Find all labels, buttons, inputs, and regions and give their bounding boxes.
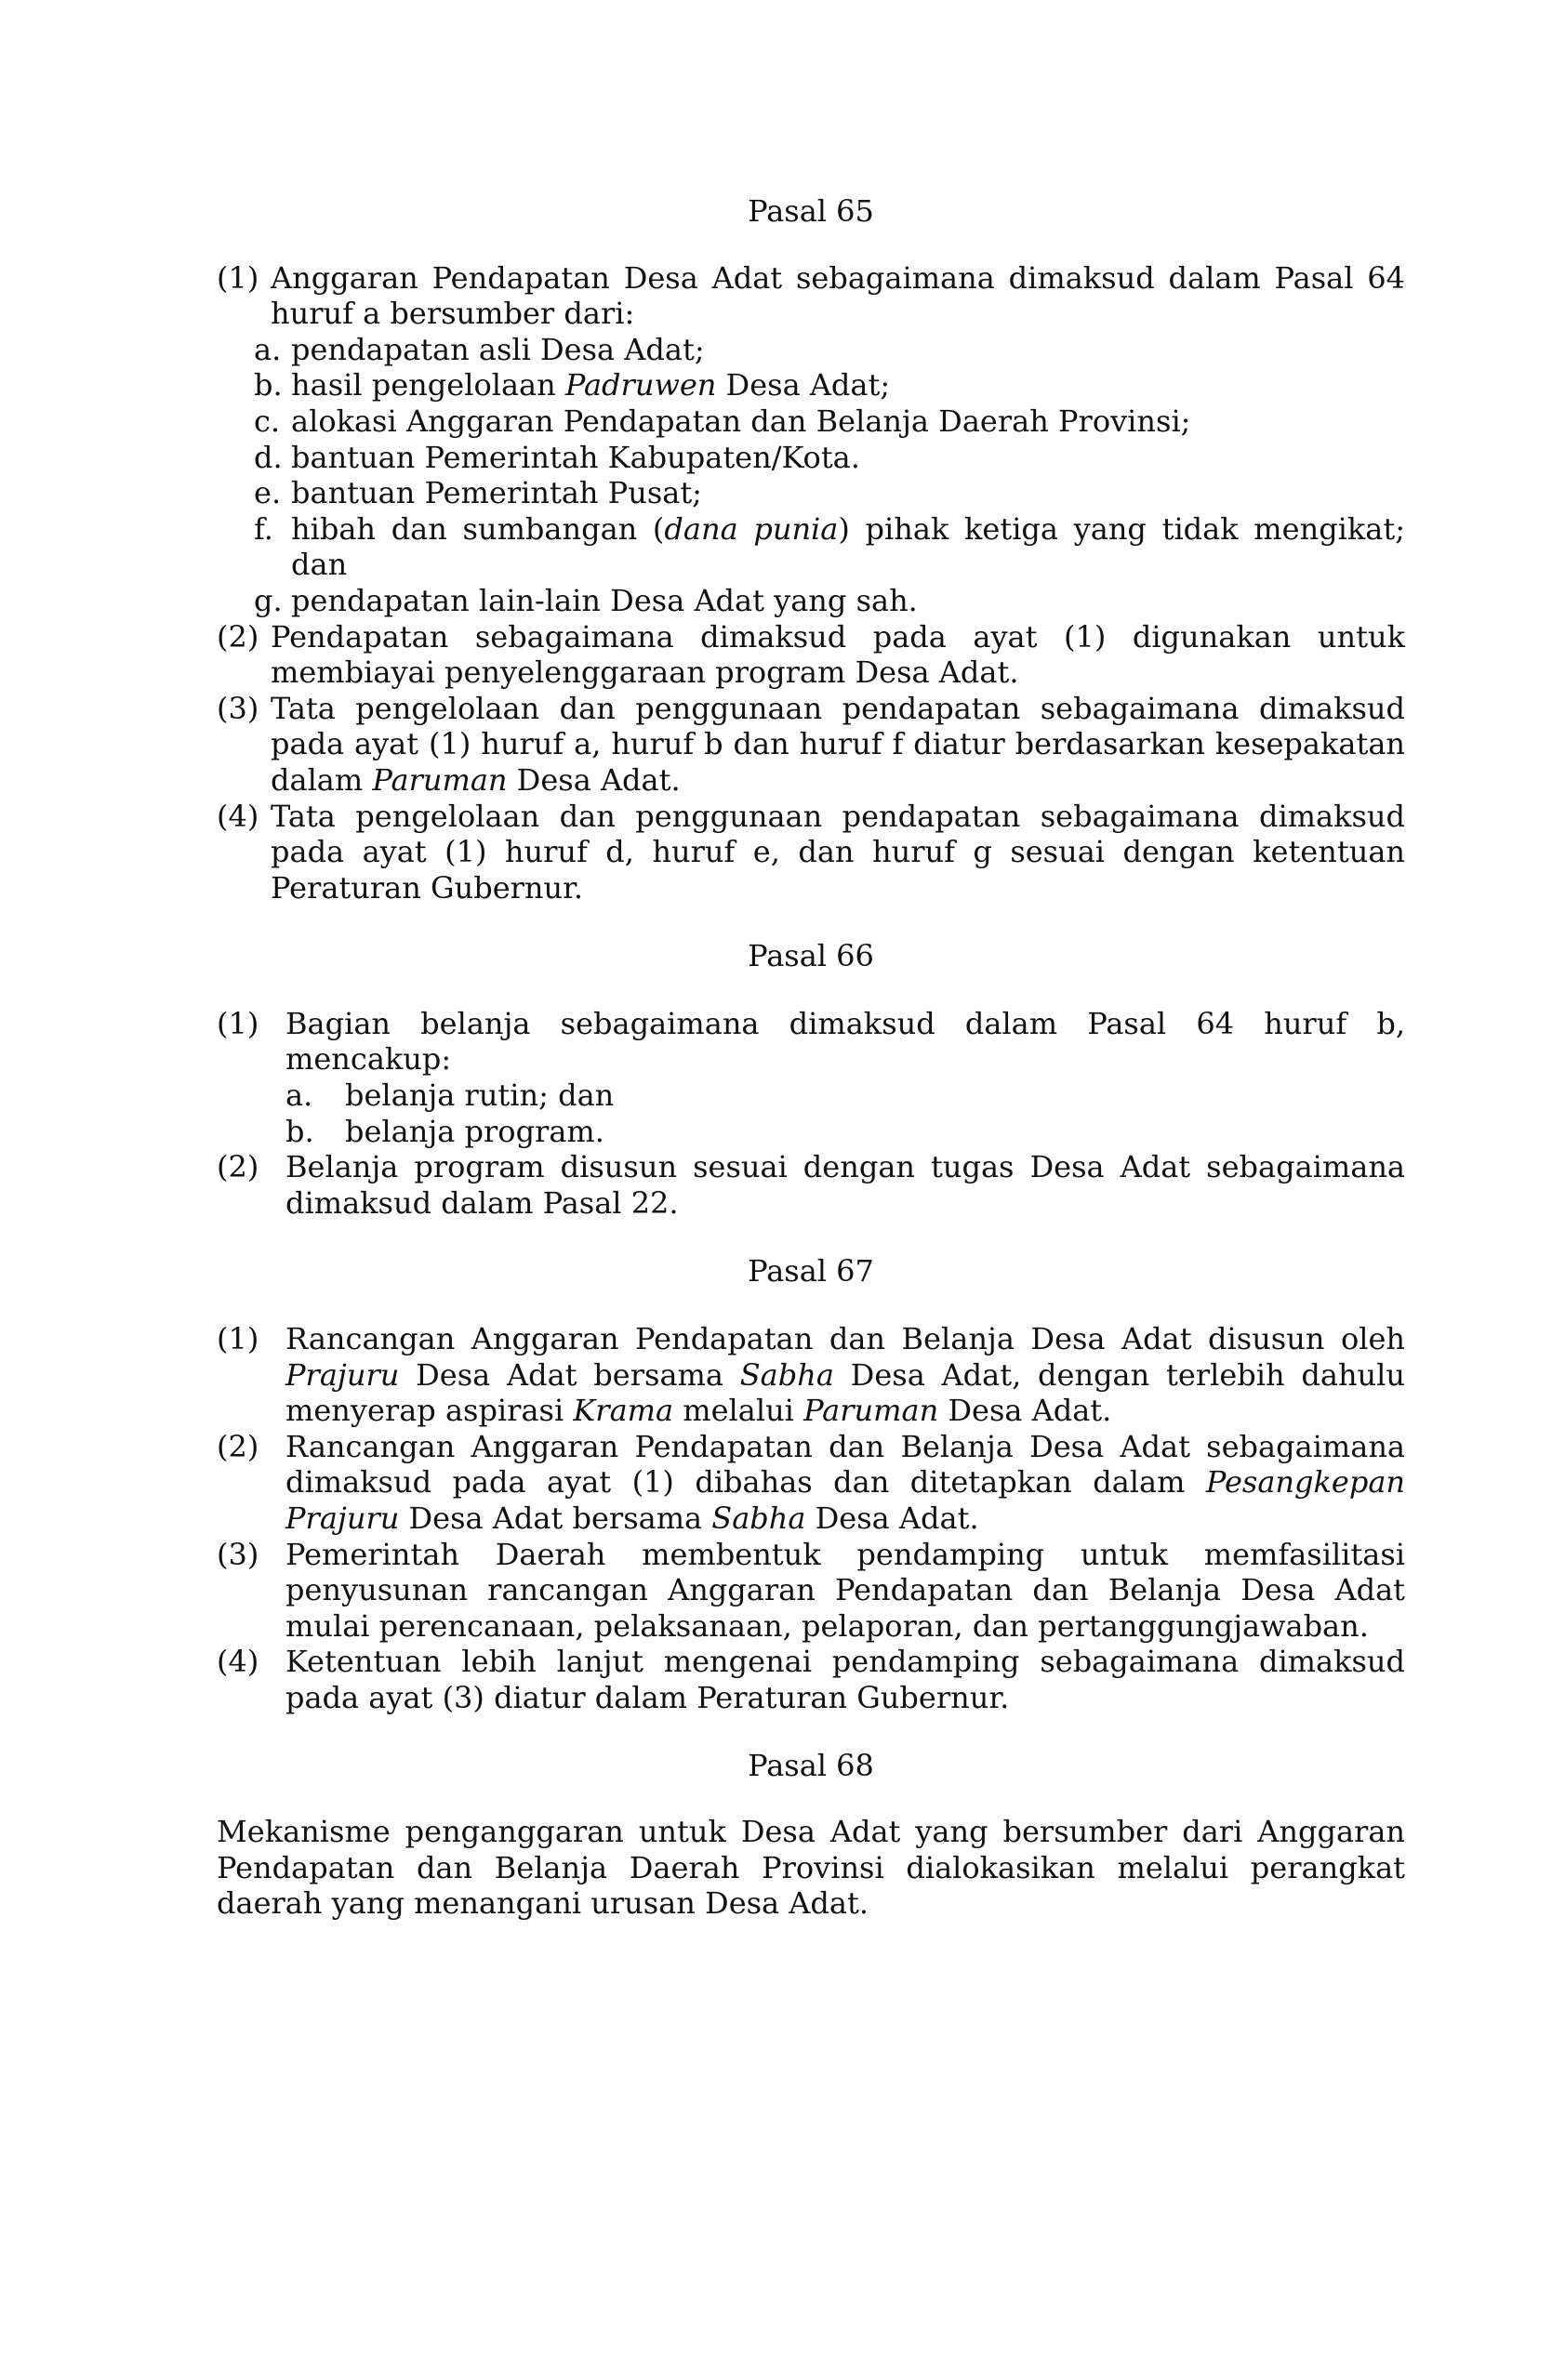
ayat-number: (3) bbox=[217, 1536, 259, 1572]
ayat-text: Belanja program disusun sesuai dengan tugas Desa Adat sebagaimana dimaksud dalam Pasal 22. bbox=[285, 1149, 1405, 1221]
list-item bbox=[217, 332, 1405, 368]
item-text: alokasi Anggaran Pendapatan dan Belanja Daerah Provinsi; bbox=[291, 403, 1191, 439]
document-page bbox=[217, 193, 1405, 1922]
item-letter: e. bbox=[254, 475, 282, 511]
italic-term: Sabha bbox=[711, 1501, 806, 1536]
ayat-text: Rancangan Anggaran Pendapatan dan Belanja Desa Adat sebagaimana dimaksud pada ayat (1) dibahas dan ditetapkan dalam bbox=[285, 1428, 1405, 1501]
item-text: ) pihak ketiga yang tidak mengikat; dan bbox=[291, 510, 1406, 583]
ayat-text: Ketentuan lebih lanjut mengenai pendamping sebagaimana dimaksud pada ayat (3) diatur dalam Peraturan Gubernur. bbox=[285, 1644, 1405, 1715]
italic-term: Pesangkepan Prajuru bbox=[285, 1464, 1405, 1536]
italic-term: Sabha bbox=[739, 1356, 834, 1393]
pasal-65-ayat-4 bbox=[217, 799, 1405, 906]
list-item bbox=[285, 1114, 1405, 1150]
ayat-text: Desa Adat. bbox=[938, 1393, 1112, 1429]
item-text: Desa Adat; bbox=[716, 367, 891, 403]
item-text: pendapatan asli Desa Adat; bbox=[291, 331, 705, 367]
pasal-67-heading: Pasal 67 bbox=[748, 1253, 874, 1289]
list-item bbox=[217, 583, 1405, 619]
ayat-number: (4) bbox=[217, 798, 259, 834]
ayat-text: Tata pengelolaan dan penggunaan pendapatan sebagaimana dimaksud pada ayat (1) huruf d, huruf e, dan huruf g sesuai dengan ketentuan Peraturan Gubernur. bbox=[271, 798, 1405, 906]
pasal-65-section bbox=[217, 260, 1405, 906]
ayat-text: Desa Adat bersama bbox=[399, 1501, 712, 1536]
list-item bbox=[217, 511, 1405, 583]
item-text: hasil pengelolaan bbox=[291, 367, 565, 403]
ayat-text: Pemerintah Daerah membentuk pendamping untuk memfasilitasi penyusunan rancangan Anggaran Pendapatan dan Belanja Desa Adat mulai perencanaan, pelaksanaan, pelaporan, dan pertanggungjawaban. bbox=[285, 1536, 1405, 1644]
item-letter: a. bbox=[254, 331, 282, 367]
italic-term: Prajuru bbox=[285, 1356, 400, 1393]
item-letter: b. bbox=[254, 367, 283, 403]
ayat-number: (2) bbox=[217, 1428, 259, 1464]
pasal-66-ayat-2 bbox=[217, 1149, 1405, 1221]
list-item bbox=[217, 440, 1405, 476]
ayat-text: melalui bbox=[673, 1393, 804, 1429]
ayat-text: Tata pengelolaan dan penggunaan pendapatan sebagaimana dimaksud pada ayat (1) huruf a, huruf b dan huruf f diatur berdasarkan kesepakatan dalam bbox=[271, 690, 1405, 798]
item-letter: a. bbox=[285, 1078, 313, 1114]
ayat-text: Rancangan Anggaran Pendapatan dan Belanja Desa Adat disusun oleh bbox=[285, 1321, 1405, 1357]
pasal-67-ayat-2 bbox=[217, 1429, 1405, 1537]
pasal-66-section bbox=[217, 1006, 1405, 1222]
pasal-66-ayat-1 bbox=[217, 1006, 1405, 1149]
item-letter: d. bbox=[254, 439, 283, 475]
ayat-text: Desa Adat. bbox=[507, 761, 681, 798]
pasal-65-heading: Pasal 65 bbox=[748, 193, 874, 229]
pasal-65-ayat-1 bbox=[217, 260, 1405, 332]
ayat-number: (1) bbox=[217, 1321, 259, 1357]
ayat-text: Desa Adat bersama bbox=[399, 1356, 740, 1393]
list-item bbox=[217, 403, 1405, 440]
ayat-text: Anggaran Pendapatan Desa Adat sebagaimana dimaksud dalam Pasal 64 huruf a bersumber dari: bbox=[271, 259, 1405, 332]
pasal-68-paragraph: Mekanisme penganggaran untuk Desa Adat yang bersumber dari Anggaran Pendapatan dan Belanja Daerah Provinsi dialokasikan melalui perangkat daerah yang menangani urusan Desa Adat. bbox=[217, 1814, 1405, 1922]
pasal-67-ayat-4 bbox=[217, 1644, 1405, 1715]
item-text: bantuan Pemerintah Pusat; bbox=[291, 475, 702, 511]
pasal-67-section bbox=[217, 1321, 1405, 1716]
pasal-65-ayat-2 bbox=[217, 619, 1405, 691]
italic-term: dana punia bbox=[664, 510, 839, 547]
ayat-number: (3) bbox=[217, 690, 259, 726]
item-letter: g. bbox=[254, 582, 283, 618]
item-text: hibah dan sumbangan ( bbox=[291, 510, 665, 547]
item-text: belanja program. bbox=[345, 1113, 604, 1149]
ayat-number: (1) bbox=[217, 1005, 259, 1041]
italic-term: Padruwen bbox=[564, 367, 717, 403]
item-text: pendapatan lain-lain Desa Adat yang sah. bbox=[291, 582, 918, 618]
italic-term: Paruman bbox=[372, 761, 508, 798]
pasal-67-ayat-3 bbox=[217, 1537, 1405, 1645]
ayat-text: Bagian belanja sebagaimana dimaksud dalam Pasal 64 huruf b, mencakup: bbox=[285, 1005, 1405, 1078]
list-item bbox=[217, 475, 1405, 511]
italic-term: Paruman bbox=[803, 1393, 939, 1429]
ayat-text: Desa Adat. bbox=[805, 1501, 979, 1536]
pasal-66-heading: Pasal 66 bbox=[748, 938, 874, 974]
pasal-66-item-list bbox=[285, 1078, 1405, 1149]
list-item bbox=[285, 1078, 1405, 1114]
italic-term: Krama bbox=[573, 1393, 674, 1429]
pasal-68-heading: Pasal 68 bbox=[748, 1747, 874, 1783]
pasal-67-ayat-1 bbox=[217, 1321, 1405, 1429]
ayat-number: (2) bbox=[217, 618, 259, 654]
item-text: belanja rutin; dan bbox=[345, 1078, 615, 1114]
item-letter: f. bbox=[254, 510, 273, 547]
ayat-number: (1) bbox=[217, 259, 259, 296]
ayat-text: Pendapatan sebagaimana dimaksud pada ayat (1) digunakan untuk membiayai penyelenggaraan program Desa Adat. bbox=[271, 618, 1405, 691]
pasal-65-ayat-3 bbox=[217, 691, 1405, 799]
pasal-65-item-list bbox=[217, 332, 1405, 619]
ayat-text: Desa Adat, dengan terlebih dahulu menyerap aspirasi bbox=[285, 1356, 1406, 1429]
ayat-number: (4) bbox=[217, 1644, 259, 1680]
item-letter: c. bbox=[254, 403, 281, 439]
list-item bbox=[217, 367, 1405, 403]
item-text: bantuan Pemerintah Kabupaten/Kota. bbox=[291, 439, 860, 475]
item-letter: b. bbox=[285, 1113, 314, 1149]
ayat-number: (2) bbox=[217, 1149, 259, 1185]
